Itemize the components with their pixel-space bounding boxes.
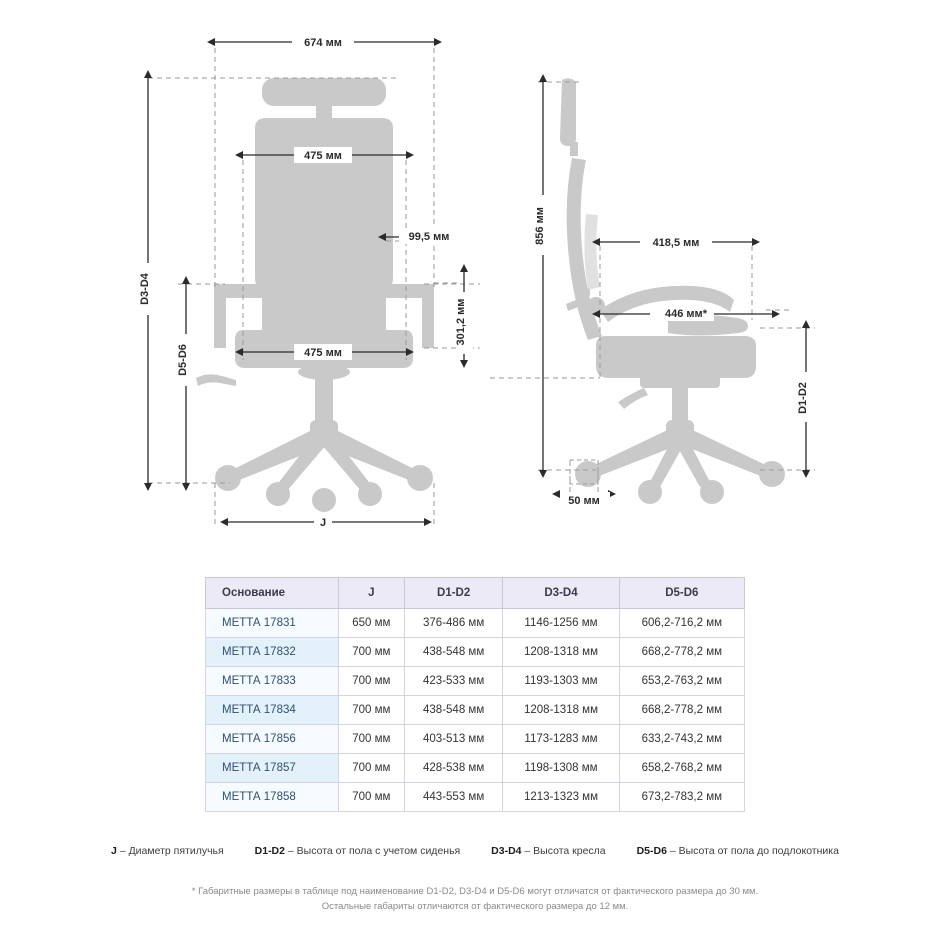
footnote-line-2: Остальные габариты отличаются от фактического размера до 12 мм. xyxy=(321,900,629,912)
cell-base-name: МЕТТА 17857 xyxy=(206,754,339,783)
cell-base-name: МЕТТА 17856 xyxy=(206,725,339,754)
specifications-table xyxy=(205,577,745,812)
label-total-height: 856 мм xyxy=(534,207,546,245)
table-row xyxy=(206,754,745,783)
table-row xyxy=(206,696,745,725)
cell-d3d4: 1208-1318 мм xyxy=(503,638,619,667)
table-row xyxy=(206,725,745,754)
cell-d5d6: 606,2-716,2 мм xyxy=(619,609,744,638)
column-header-d3d4: D3-D4 xyxy=(503,578,619,609)
label-seat-height-d1d2: D1-D2 xyxy=(797,382,809,414)
label-armrest-height: 301,2 мм xyxy=(455,298,467,346)
label-base-diameter: J xyxy=(319,517,327,529)
legend-code-d1d2: D1-D2 xyxy=(254,845,285,857)
cell-d5d6: 668,2-778,2 мм xyxy=(619,638,744,667)
side-view-chair-silhouette xyxy=(560,78,785,504)
cell-d3d4: 1193-1303 мм xyxy=(503,667,619,696)
front-view-chair-silhouette xyxy=(196,78,434,512)
cell-base-name: МЕТТА 17833 xyxy=(206,667,339,696)
legend-code-d5d6: D5-D6 xyxy=(636,845,667,857)
cell-base-name: МЕТТА 17858 xyxy=(206,783,339,812)
cell-d1d2: 403-513 мм xyxy=(404,725,502,754)
cell-d5d6: 673,2-783,2 мм xyxy=(619,783,744,812)
cell-d5d6: 633,2-743,2 мм xyxy=(619,725,744,754)
cell-d5d6: 668,2-778,2 мм xyxy=(619,696,744,725)
cell-d1d2: 438-548 мм xyxy=(404,638,502,667)
label-seat-depth: 418,5 мм xyxy=(652,237,700,249)
cell-d1d2: 423-533 мм xyxy=(404,667,502,696)
cell-d5d6: 658,2-768,2 мм xyxy=(619,754,744,783)
table-row xyxy=(206,783,745,812)
cell-j: 700 мм xyxy=(338,754,404,783)
cell-j: 700 мм xyxy=(338,638,404,667)
footnote xyxy=(0,885,950,914)
legend-item-d1d2 xyxy=(255,845,461,857)
label-overall-width: 674 мм xyxy=(304,37,342,49)
cell-d1d2: 438-548 мм xyxy=(404,696,502,725)
side-view-extension-lines xyxy=(490,82,815,492)
label-overall-depth: 446 мм* xyxy=(665,308,707,320)
label-backrest-width: 475 мм xyxy=(304,150,342,162)
legend xyxy=(0,845,950,857)
legend-text-d5d6: – Высота от пола до подлокотника xyxy=(669,845,839,857)
cell-d3d4: 1146-1256 мм xyxy=(503,609,619,638)
cell-base-name: МЕТТА 17831 xyxy=(206,609,339,638)
table-row xyxy=(206,638,745,667)
cell-d3d4: 1173-1283 мм xyxy=(503,725,619,754)
cell-d1d2: 443-553 мм xyxy=(404,783,502,812)
cell-j: 700 мм xyxy=(338,783,404,812)
table-row xyxy=(206,667,745,696)
legend-text-j: – Диаметр пятилучья xyxy=(119,845,224,857)
legend-item-d5d6 xyxy=(637,845,839,857)
cell-d5d6: 653,2-763,2 мм xyxy=(619,667,744,696)
cell-d1d2: 428-538 мм xyxy=(404,754,502,783)
cell-d1d2: 376-486 мм xyxy=(404,609,502,638)
legend-text-d1d2: – Высота от пола с учетом сиденья xyxy=(287,845,461,857)
column-header-base: Основание xyxy=(206,578,339,609)
cell-d3d4: 1213-1323 мм xyxy=(503,783,619,812)
label-chair-height-d3d4: D3-D4 xyxy=(139,273,151,305)
cell-base-name: МЕТТА 17832 xyxy=(206,638,339,667)
legend-code-d3d4: D3-D4 xyxy=(491,845,522,857)
legend-text-d3d4: – Высота кресла xyxy=(524,845,606,857)
cell-j: 650 мм xyxy=(338,609,404,638)
specifications-table-wrapper xyxy=(205,577,745,812)
legend-item-d3d4 xyxy=(491,845,606,857)
label-caster-size: 50 мм xyxy=(568,495,600,507)
cell-d3d4: 1198-1308 мм xyxy=(503,754,619,783)
label-armrest-offset: 99,5 мм xyxy=(408,231,450,243)
column-header-d5d6: D5-D6 xyxy=(619,578,744,609)
table-header-row xyxy=(206,578,745,609)
label-armrest-floor-d5d6: D5-D6 xyxy=(177,344,189,376)
legend-code-j: J xyxy=(111,845,117,857)
label-seat-width: 475 мм xyxy=(304,347,342,359)
cell-base-name: МЕТТА 17834 xyxy=(206,696,339,725)
column-header-d1d2: D1-D2 xyxy=(404,578,502,609)
cell-j: 700 мм xyxy=(338,725,404,754)
cell-j: 700 мм xyxy=(338,696,404,725)
legend-item-j xyxy=(111,845,224,857)
table-row xyxy=(206,609,745,638)
footnote-line-1: * Габаритные размеры в таблице под наименование D1-D2, D3-D4 и D5-D6 могут отличатся от фактического размера до 30 мм. xyxy=(191,886,759,897)
cell-d3d4: 1208-1318 мм xyxy=(503,696,619,725)
cell-j: 700 мм xyxy=(338,667,404,696)
column-header-j: J xyxy=(338,578,404,609)
